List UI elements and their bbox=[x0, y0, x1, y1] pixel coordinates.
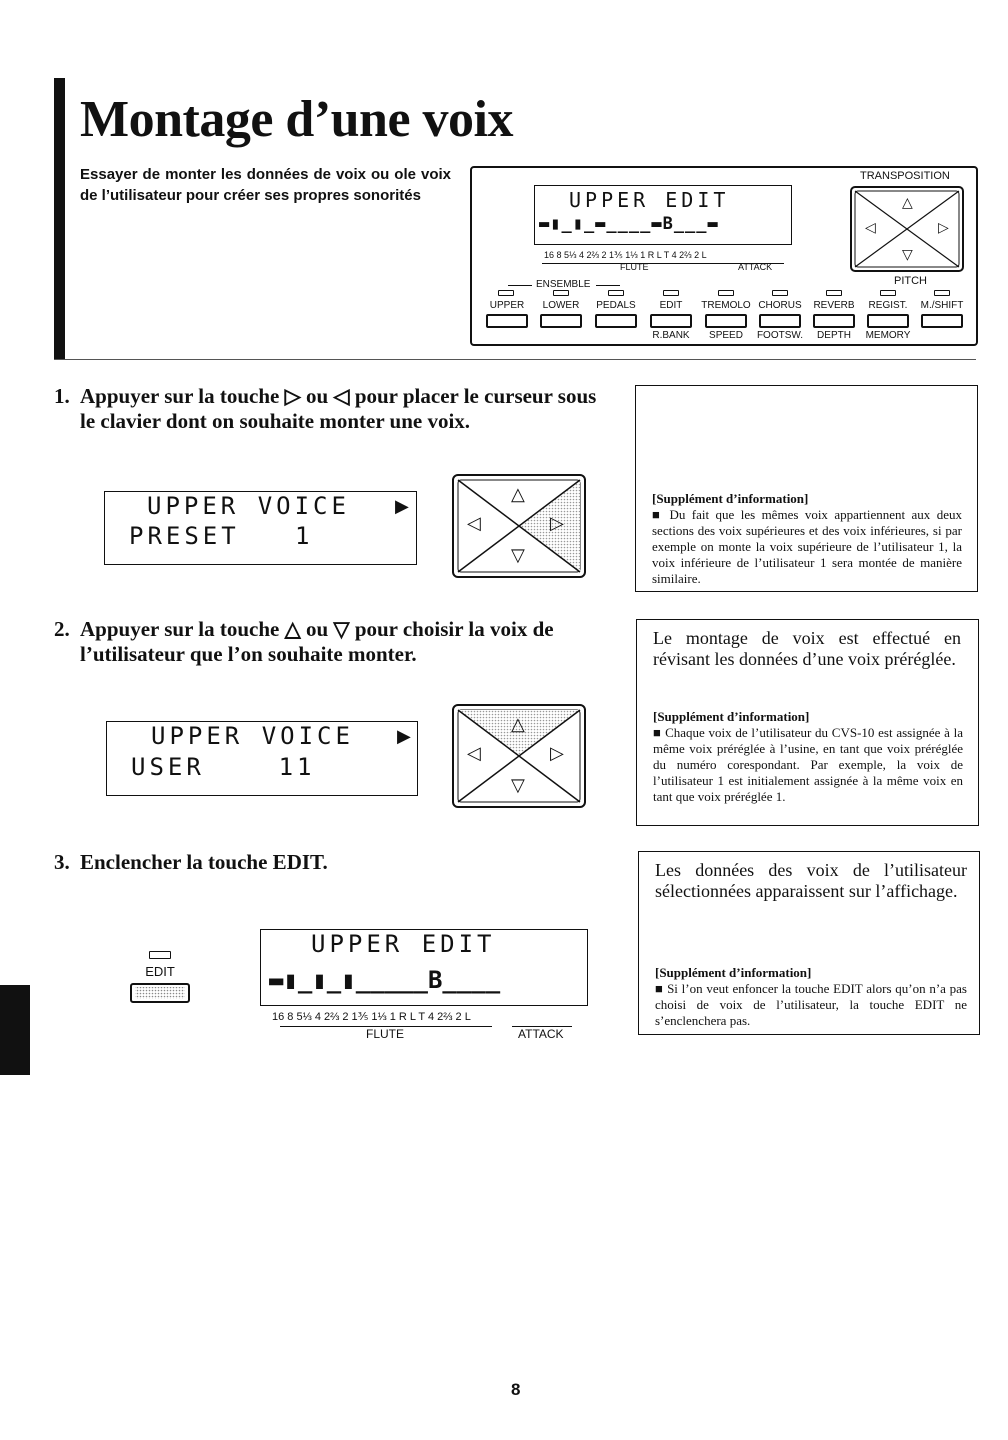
step3-lcd bbox=[260, 929, 588, 1006]
step1-left-icon[interactable]: ◁ bbox=[467, 513, 481, 533]
led-indicator bbox=[880, 290, 896, 296]
transpose-left-icon[interactable]: ◁ bbox=[865, 219, 876, 235]
lcd-line1: UPPER EDIT bbox=[311, 930, 496, 958]
step2-down-icon[interactable]: ▽ bbox=[511, 775, 525, 795]
panel-lcd-line1: UPPER EDIT bbox=[569, 188, 730, 212]
info-title: [Supplément d’information] bbox=[653, 709, 810, 724]
lcd-line2: PRESET 1 bbox=[129, 522, 314, 550]
info-title: [Supplément d’information] bbox=[652, 491, 809, 506]
info-lead: Le montage de voix est effectué en révisant les données d’une voix préréglée. bbox=[653, 628, 961, 669]
section-bar bbox=[54, 78, 65, 360]
step-text: Appuyer sur la touche ▷ ou ◁ pour placer le curseur sous le clavier dont on souhaite monter une voix. bbox=[80, 384, 597, 433]
button-label-top: REVERB bbox=[813, 300, 855, 311]
step1-right-icon[interactable]: ▷ bbox=[550, 513, 564, 533]
button-key[interactable] bbox=[759, 314, 801, 328]
page-number: 8 bbox=[511, 1380, 521, 1399]
step2-lcd bbox=[106, 721, 418, 796]
page-title: Montage d’une voix bbox=[80, 91, 513, 148]
button-key[interactable] bbox=[867, 314, 909, 328]
button-label-bottom: R.BANK bbox=[652, 330, 690, 341]
button-label-bottom: DEPTH bbox=[817, 330, 851, 341]
intro-text: Essayer de monter les données de voix ou ole voix de l’utilisateur pour créer ses propres sonorités bbox=[80, 166, 451, 204]
step-1 bbox=[54, 384, 614, 444]
info-text: ■ Si l’on veut enfoncer la touche EDIT alors qu’on n’a pas choisi de voix de l’utilisateur, la touche EDIT ne s’enclenchera pas. bbox=[655, 981, 967, 1028]
button-label-bottom: MEMORY bbox=[865, 330, 911, 341]
button-label-bottom: SPEED bbox=[709, 330, 743, 341]
edit-button[interactable] bbox=[130, 983, 190, 1003]
panel-button-pedals[interactable] bbox=[590, 290, 642, 346]
step-number: 1. bbox=[54, 384, 70, 408]
lcd-line1: UPPER VOICE bbox=[151, 722, 354, 750]
lcd-cursor-marker: ▶ bbox=[395, 496, 409, 516]
button-key[interactable] bbox=[813, 314, 855, 328]
info-lead: Les données des voix de l’utilisateur sélectionnées apparaissent sur l’affichage. bbox=[655, 860, 967, 901]
edit-label: EDIT bbox=[145, 964, 175, 979]
led-indicator bbox=[718, 290, 734, 296]
step-2 bbox=[54, 617, 614, 677]
transpose-right-icon[interactable]: ▷ bbox=[938, 219, 949, 235]
button-label-top: TREMOLO bbox=[701, 300, 751, 311]
step1-up-icon[interactable]: △ bbox=[511, 484, 525, 504]
step3-flute-label: FLUTE bbox=[366, 1027, 405, 1041]
panel-button-row bbox=[482, 290, 972, 346]
info-box-1 bbox=[635, 385, 978, 592]
info-title: [Supplément d’information] bbox=[655, 965, 812, 980]
panel-button-edit[interactable] bbox=[646, 290, 696, 346]
info-box-2 bbox=[636, 619, 979, 826]
button-label-top: M./SHIFT bbox=[920, 300, 964, 311]
button-label-top: LOWER bbox=[542, 300, 580, 311]
button-key[interactable] bbox=[540, 314, 582, 328]
step3-footage-scale: 16 8 5⅓ 4 2⅔ 2 1⅗ 1⅓ 1 R L T 4 2⅔ 2 L bbox=[272, 1011, 471, 1023]
step-number: 3. bbox=[54, 850, 70, 874]
led-indicator bbox=[934, 290, 950, 296]
step3-attack-label: ATTACK bbox=[518, 1027, 564, 1041]
control-panel bbox=[470, 166, 978, 346]
transposition-label: TRANSPOSITION bbox=[860, 170, 950, 182]
step2-left-icon[interactable]: ◁ bbox=[467, 743, 481, 763]
edit-led bbox=[149, 951, 171, 959]
led-indicator bbox=[608, 290, 624, 296]
button-key[interactable] bbox=[921, 314, 963, 328]
button-key[interactable] bbox=[486, 314, 528, 328]
pitch-label: PITCH bbox=[894, 275, 927, 287]
led-indicator bbox=[663, 290, 679, 296]
ensemble-rule-right bbox=[596, 285, 620, 286]
panel-attack-label: ATTACK bbox=[738, 262, 773, 272]
button-label-top: PEDALS bbox=[596, 300, 636, 311]
side-tab-marker bbox=[0, 985, 30, 1075]
step-text: Appuyer sur la touche △ ou ▽ pour choisir la voix de l’utilisateur que l’on souhaite monter. bbox=[80, 617, 554, 666]
panel-button-tremolo[interactable] bbox=[698, 290, 754, 346]
panel-button-reverb[interactable] bbox=[808, 290, 860, 346]
button-key[interactable] bbox=[705, 314, 747, 328]
led-indicator bbox=[826, 290, 842, 296]
panel-button-chorus[interactable] bbox=[754, 290, 806, 346]
ensemble-rule-left bbox=[508, 285, 532, 286]
info-text: ■ Chaque voix de l’utilisateur du CVS-10 est assignée à la même voix préréglée à l’usine, en tant que voix préréglée du numéro corespondant. Par exemple, la voix de l’utilisateur 1 est initialement assignée à la même voix en tant que voix préréglée 1. bbox=[653, 725, 963, 804]
header-divider bbox=[54, 359, 976, 360]
button-key[interactable] bbox=[595, 314, 637, 328]
step1-lcd bbox=[104, 491, 417, 565]
panel-button-lower[interactable] bbox=[536, 290, 586, 346]
step2-up-icon[interactable]: △ bbox=[511, 714, 525, 734]
led-indicator bbox=[772, 290, 788, 296]
step2-right-icon[interactable]: ▷ bbox=[550, 743, 564, 763]
panel-lcd-line2: ▬▮_▮_▬____▬B___▬ bbox=[539, 214, 719, 234]
button-label-top: REGIST. bbox=[868, 300, 908, 311]
step-3 bbox=[54, 850, 614, 880]
panel-button-upper[interactable] bbox=[482, 290, 532, 346]
ensemble-label: ENSEMBLE bbox=[536, 279, 591, 290]
button-key[interactable] bbox=[650, 314, 692, 328]
button-label-top: UPPER bbox=[489, 300, 525, 311]
step-text: Enclencher la touche EDIT. bbox=[80, 850, 328, 874]
info-box-3 bbox=[638, 851, 980, 1035]
button-label-bottom: FOOTSW. bbox=[756, 330, 804, 341]
panel-button-mshift[interactable] bbox=[916, 290, 968, 346]
lcd-cursor-marker: ▶ bbox=[397, 726, 411, 746]
step1-down-icon[interactable]: ▽ bbox=[511, 545, 525, 565]
panel-lcd bbox=[534, 185, 792, 245]
button-label-top: EDIT bbox=[659, 300, 683, 311]
panel-footage-scale: 16 8 5⅓ 4 2⅔ 2 1⅗ 1⅓ 1 R L T 4 2⅔ 2 L bbox=[544, 250, 707, 260]
led-indicator bbox=[498, 290, 514, 296]
lcd-line2: ▬▮_▮_▮_____B____ bbox=[269, 966, 501, 994]
lcd-line2: USER 11 bbox=[131, 753, 316, 781]
led-indicator bbox=[553, 290, 569, 296]
transpose-up-icon[interactable]: △ bbox=[902, 194, 913, 210]
step-number: 2. bbox=[54, 617, 70, 641]
panel-flute-label: FLUTE bbox=[620, 262, 649, 272]
transpose-down-icon[interactable]: ▽ bbox=[902, 246, 913, 262]
lcd-line1: UPPER VOICE bbox=[147, 492, 350, 520]
button-label-top: CHORUS bbox=[758, 300, 802, 311]
panel-button-regist[interactable] bbox=[862, 290, 914, 346]
info-text: ■ Du fait que les mêmes voix appartiennent aux deux sections des voix supérieures et des voix inférieures, si par exemple on monte la voix supérieure de l’utilisateur 1, la voix inférieure de l’utilisateur 1 sera montée de manière similaire. bbox=[652, 507, 962, 586]
